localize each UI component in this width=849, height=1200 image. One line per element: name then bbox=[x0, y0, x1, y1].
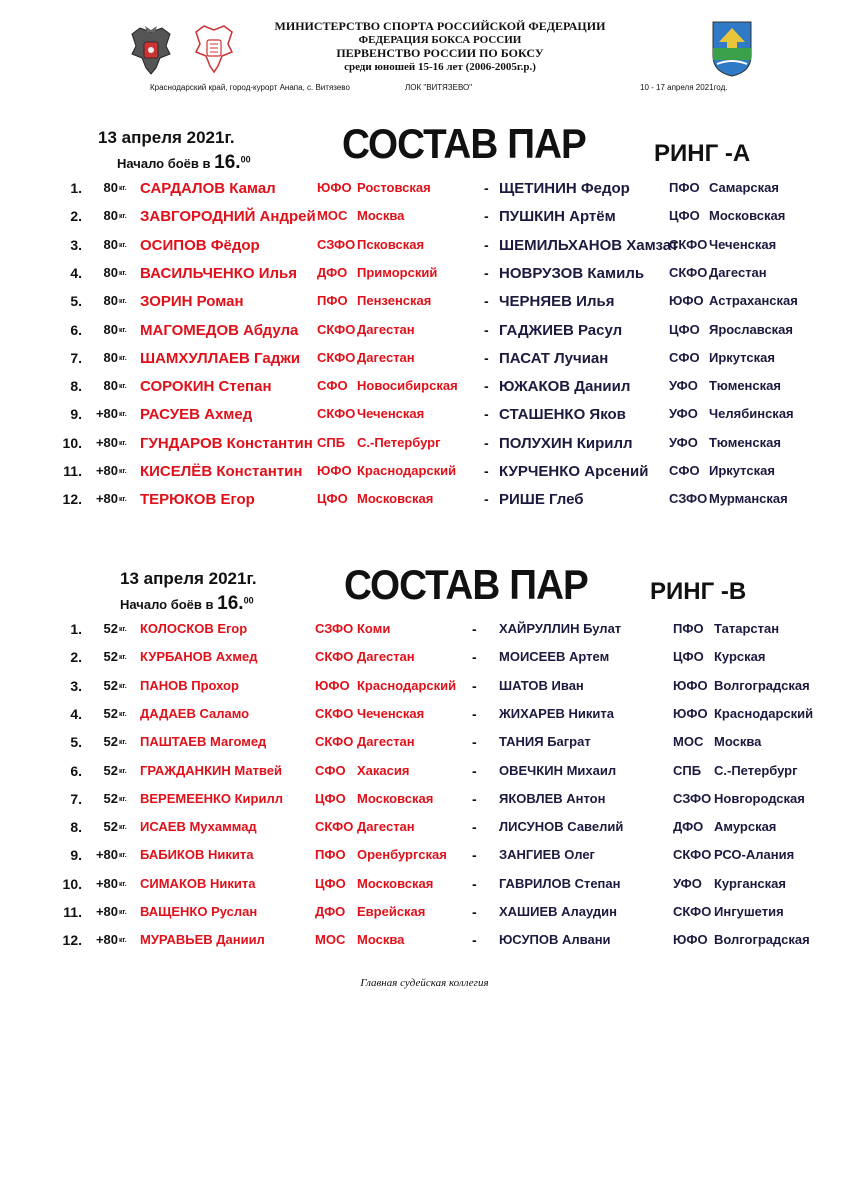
blue-corner-region: Ярославская bbox=[709, 321, 793, 337]
red-corner-boxer: САРДАЛОВ Камал bbox=[140, 180, 276, 197]
pair-separator: - bbox=[484, 180, 489, 196]
pair-row bbox=[0, 237, 849, 265]
section-a-title: СОСТАВ ПАР bbox=[342, 120, 586, 167]
red-corner-region: Хакасия bbox=[357, 762, 410, 778]
red-corner-district: СЗФО bbox=[317, 236, 356, 252]
red-corner-boxer: ВАЩЕНКО Руслан bbox=[140, 904, 258, 919]
red-corner-boxer: ТЕРЮКОВ Егор bbox=[140, 491, 255, 509]
blue-corner-district: УФО bbox=[669, 378, 698, 394]
section-b-date: 13 апреля 2021г. bbox=[120, 569, 257, 588]
pair-separator: - bbox=[472, 875, 477, 892]
blue-corner-region: Волгоградская bbox=[714, 932, 810, 948]
blue-corner-region: Татарстан bbox=[714, 621, 780, 636]
weight-unit: кг. bbox=[119, 496, 127, 504]
start-hour: 16. bbox=[214, 152, 241, 173]
blue-corner-region: Тюменская bbox=[709, 378, 781, 394]
red-corner-region: Дагестан bbox=[357, 649, 415, 665]
pair-row bbox=[0, 847, 849, 875]
pair-separator: - bbox=[484, 406, 489, 423]
red-corner-district: ЦФО bbox=[315, 790, 346, 806]
red-corner-boxer: КОЛОСКОВ Егор bbox=[140, 621, 248, 636]
weight-class: +80 bbox=[95, 463, 118, 478]
red-corner-boxer: ШАМХУЛЛАЕВ Гаджи bbox=[140, 349, 301, 367]
red-corner-region: Новосибирская bbox=[357, 378, 458, 394]
pair-number: 3. bbox=[70, 236, 82, 253]
weight-class: 80 bbox=[103, 378, 118, 394]
pair-number: 12. bbox=[62, 491, 82, 508]
red-corner-region: Ростовская bbox=[357, 180, 431, 195]
pair-separator: - bbox=[472, 904, 477, 920]
weight-class: 80 bbox=[103, 321, 118, 337]
pair-row bbox=[0, 791, 849, 819]
blue-corner-region: Курская bbox=[714, 649, 766, 665]
blue-corner-region: Самарская bbox=[709, 180, 779, 195]
blue-corner-district: СЗФО bbox=[673, 790, 712, 806]
red-corner-district: СФО bbox=[317, 378, 348, 394]
red-corner-boxer: МУРАВЬЕВ Даниил bbox=[140, 932, 265, 948]
red-corner-region: Москва bbox=[357, 932, 405, 948]
pair-separator: - bbox=[472, 734, 477, 751]
pair-number: 5. bbox=[70, 734, 82, 751]
red-corner-district: СКФО bbox=[315, 705, 354, 721]
pair-separator: - bbox=[472, 621, 477, 637]
red-corner-region: Москва bbox=[357, 208, 405, 224]
pair-row bbox=[0, 734, 849, 762]
pair-number: 10. bbox=[62, 434, 82, 451]
pair-number: 11. bbox=[63, 904, 82, 920]
blue-corner-region: Челябинская bbox=[709, 406, 794, 422]
weight-unit: кг. bbox=[119, 909, 127, 916]
blue-corner-boxer: РИШЕ Глеб bbox=[499, 491, 584, 509]
blue-corner-boxer: ЗАНГИЕВ Олег bbox=[499, 847, 595, 863]
pair-number: 9. bbox=[70, 847, 82, 864]
red-corner-region: Московская bbox=[357, 491, 434, 507]
blue-corner-boxer: ПУШКИН Артём bbox=[499, 208, 616, 226]
blue-corner-region: Мурманская bbox=[709, 491, 788, 507]
section-a-start-time bbox=[117, 152, 251, 174]
pair-number: 8. bbox=[70, 819, 82, 836]
red-corner-district: СКФО bbox=[317, 349, 356, 365]
weight-unit: кг. bbox=[119, 937, 127, 945]
pair-number: 7. bbox=[70, 349, 82, 366]
pair-number: 10. bbox=[62, 875, 82, 892]
red-corner-region: Дагестан bbox=[357, 734, 415, 750]
pair-separator: - bbox=[472, 790, 477, 807]
blue-corner-boxer: ПАСАТ Лучиан bbox=[499, 349, 609, 367]
pair-row bbox=[0, 265, 849, 293]
red-corner-region: Коми bbox=[357, 621, 391, 636]
red-corner-district: СПБ bbox=[317, 434, 346, 450]
blue-corner-district: ЦФО bbox=[673, 649, 704, 665]
blue-corner-district: ПФО bbox=[673, 621, 704, 636]
weight-unit: кг. bbox=[119, 710, 127, 718]
weight-unit: кг. bbox=[119, 795, 127, 803]
weight-class: +80 bbox=[95, 875, 118, 891]
blue-corner-boxer: ТАНИЯ Баграт bbox=[499, 734, 591, 750]
blue-corner-region: Ингушетия bbox=[714, 904, 784, 919]
pair-number: 3. bbox=[70, 677, 82, 694]
red-corner-boxer: ВАСИЛЬЧЕНКО Илья bbox=[140, 264, 297, 282]
ministry-sport-emblem-icon bbox=[190, 24, 238, 76]
pair-separator: - bbox=[484, 208, 489, 225]
red-corner-boxer: ЗАВГОРОДНИЙ Андрей bbox=[140, 208, 316, 226]
weight-unit: кг. bbox=[119, 852, 127, 860]
header-line-championship: ПЕРВЕНСТВО РОССИИ ПО БОКСУ bbox=[336, 46, 544, 60]
pair-separator: - bbox=[484, 378, 489, 395]
pair-row bbox=[0, 208, 849, 236]
red-corner-district: ПФО bbox=[315, 847, 346, 863]
blue-corner-region: Новгородская bbox=[714, 790, 805, 806]
weight-unit: кг. bbox=[119, 411, 127, 419]
weight-class: +80 bbox=[95, 434, 118, 450]
blue-corner-boxer: ШАТОВ Иван bbox=[499, 677, 584, 693]
pair-row bbox=[0, 491, 849, 519]
blue-corner-region: Тюменская bbox=[709, 434, 781, 450]
blue-corner-region: Амурская bbox=[714, 819, 777, 835]
blue-corner-region: Москва bbox=[714, 734, 762, 750]
weight-unit: кг. bbox=[119, 626, 127, 633]
weight-unit: кг. bbox=[119, 682, 127, 690]
pair-number: 2. bbox=[70, 649, 82, 666]
blue-corner-boxer: ХАЙРУЛЛИН Булат bbox=[499, 621, 622, 636]
red-corner-district: СЗФО bbox=[315, 621, 354, 636]
pair-row bbox=[0, 649, 849, 677]
red-corner-district: СКФО bbox=[315, 649, 354, 665]
blue-corner-district: ДФО bbox=[673, 819, 704, 835]
pair-separator: - bbox=[472, 819, 477, 836]
blue-corner-region: С.-Петербург bbox=[714, 762, 798, 778]
weight-class: 52 bbox=[103, 762, 118, 778]
red-corner-district: СФО bbox=[315, 762, 346, 778]
blue-corner-district: СКФО bbox=[673, 904, 712, 919]
blue-corner-region: РСО-Алания bbox=[714, 847, 795, 863]
red-corner-region: Московская bbox=[357, 875, 434, 891]
blue-corner-district: УФО bbox=[669, 406, 698, 422]
blue-corner-region: Чеченская bbox=[709, 236, 777, 252]
red-corner-district: ДФО bbox=[315, 904, 346, 919]
red-corner-district: ЮФО bbox=[315, 677, 350, 693]
blue-corner-boxer: ЯКОВЛЕВ Антон bbox=[499, 790, 606, 806]
pair-separator: - bbox=[472, 932, 477, 949]
pair-row bbox=[0, 350, 849, 378]
header-line-ministry: МИНИСТЕРСТВО СПОРТА РОССИЙСКОЙ ФЕДЕРАЦИИ bbox=[274, 19, 606, 33]
red-corner-region: Дагестан bbox=[357, 349, 415, 365]
red-corner-boxer: СИМАКОВ Никита bbox=[140, 875, 256, 891]
pair-number: 8. bbox=[70, 378, 82, 395]
red-corner-region: Дагестан bbox=[357, 321, 415, 337]
start-min: 00 bbox=[240, 154, 251, 165]
pair-separator: - bbox=[472, 705, 477, 722]
blue-corner-district: СЗФО bbox=[669, 491, 708, 507]
red-corner-district: ЦФО bbox=[317, 491, 348, 507]
weight-class: 52 bbox=[103, 677, 118, 693]
red-corner-district: СКФО bbox=[317, 321, 356, 337]
blue-corner-boxer: ЧЕРНЯЕВ Илья bbox=[499, 293, 615, 311]
weight-unit: кг. bbox=[119, 439, 127, 447]
blue-corner-boxer: ЛИСУНОВ Савелий bbox=[499, 819, 624, 835]
blue-corner-boxer: КУРЧЕНКО Арсений bbox=[499, 463, 649, 480]
weight-class: 80 bbox=[103, 180, 118, 195]
start-hour: 16. bbox=[217, 593, 244, 614]
weight-class: +80 bbox=[95, 904, 118, 919]
pair-row bbox=[0, 932, 849, 960]
red-corner-boxer: ГУНДАРОВ Константин bbox=[140, 434, 313, 452]
red-corner-district: СКФО bbox=[315, 819, 354, 835]
blue-corner-region: Волгоградская bbox=[714, 677, 810, 693]
weight-class: +80 bbox=[95, 932, 118, 948]
red-corner-region: Чеченская bbox=[357, 406, 425, 422]
pair-separator: - bbox=[484, 321, 489, 338]
red-corner-boxer: ИСАЕВ Мухаммад bbox=[140, 819, 257, 835]
header-location: Краснодарский край, город-курорт Анапа, с. Витязево bbox=[150, 83, 350, 92]
pair-separator: - bbox=[472, 649, 477, 666]
blue-corner-district: СФО bbox=[669, 349, 700, 365]
red-corner-boxer: БАБИКОВ Никита bbox=[140, 847, 254, 863]
blue-corner-region: Дагестан bbox=[709, 264, 767, 280]
weight-class: 80 bbox=[103, 349, 118, 365]
weight-unit: кг. bbox=[119, 185, 127, 192]
red-corner-boxer: ДАДАЕВ Саламо bbox=[140, 705, 250, 721]
pair-row bbox=[0, 463, 849, 491]
red-corner-boxer: ПАНОВ Прохор bbox=[140, 677, 239, 693]
weight-unit: кг. bbox=[119, 241, 127, 249]
weight-unit: кг. bbox=[119, 767, 127, 775]
weight-class: +80 bbox=[95, 406, 118, 422]
pair-separator: - bbox=[484, 491, 489, 508]
section-b-title: СОСТАВ ПАР bbox=[344, 561, 588, 608]
pair-number: 7. bbox=[70, 790, 82, 807]
pair-row bbox=[0, 406, 849, 434]
pair-number: 12. bbox=[62, 932, 82, 949]
header-venue: ЛОК "ВИТЯЗЕВО" bbox=[405, 83, 473, 92]
weight-class: +80 bbox=[95, 847, 118, 863]
pair-separator: - bbox=[484, 264, 489, 281]
blue-corner-district: ЦФО bbox=[669, 208, 700, 224]
pair-number: 6. bbox=[70, 321, 82, 338]
footer-signature: Главная судейская коллегия bbox=[360, 977, 489, 989]
pair-row bbox=[0, 322, 849, 350]
blue-corner-boxer: ШЕМИЛЬХАНОВ Хамзат bbox=[499, 236, 679, 254]
red-corner-boxer: ПАШТАЕВ Магомед bbox=[140, 734, 267, 750]
red-corner-boxer: СОРОКИН Степан bbox=[140, 378, 272, 396]
red-corner-region: Чеченская bbox=[357, 705, 425, 721]
red-corner-boxer: МАГОМЕДОВ Абдула bbox=[140, 321, 299, 339]
red-corner-boxer: ЗОРИН Роман bbox=[140, 293, 244, 311]
weight-unit: кг. bbox=[119, 824, 127, 832]
blue-corner-boxer: ПОЛУХИН Кирилл bbox=[499, 434, 633, 452]
weight-unit: кг. bbox=[119, 880, 127, 888]
pair-number: 9. bbox=[70, 406, 82, 423]
weight-class: 80 bbox=[103, 264, 118, 280]
pair-row bbox=[0, 904, 849, 932]
pair-row bbox=[0, 763, 849, 791]
red-corner-boxer: РАСУЕВ Ахмед bbox=[140, 406, 253, 424]
blue-corner-boxer: СТАШЕНКО Яков bbox=[499, 406, 626, 424]
blue-corner-region: Иркутская bbox=[709, 349, 775, 365]
weight-class: 80 bbox=[103, 293, 118, 309]
pair-separator: - bbox=[484, 434, 489, 451]
red-corner-district: СКФО bbox=[315, 734, 354, 750]
red-corner-region: Дагестан bbox=[357, 819, 415, 835]
header-line-federation: ФЕДЕРАЦИЯ БОКСА РОССИИ bbox=[358, 33, 522, 46]
pair-row bbox=[0, 706, 849, 734]
weight-class: 52 bbox=[103, 790, 118, 806]
red-corner-region: Псковская bbox=[357, 236, 425, 252]
blue-corner-district: СКФО bbox=[669, 236, 708, 252]
red-corner-district: ПФО bbox=[317, 293, 348, 309]
weight-class: 52 bbox=[103, 705, 118, 721]
header-line-category: среди юношей 15-16 лет (2006-2005г.р.) bbox=[344, 60, 536, 73]
red-corner-region: Московская bbox=[357, 790, 434, 806]
pair-separator: - bbox=[484, 463, 489, 479]
pair-number: 11. bbox=[63, 463, 82, 479]
blue-corner-district: МОС bbox=[673, 734, 704, 750]
blue-corner-region: Курганская bbox=[714, 875, 786, 891]
weight-unit: кг. bbox=[119, 213, 127, 221]
blue-corner-boxer: ГАВРИЛОВ Степан bbox=[499, 875, 621, 891]
weight-class: 80 bbox=[103, 208, 118, 224]
blue-corner-district: ЮФО bbox=[669, 293, 704, 309]
blue-corner-region: Московская bbox=[709, 208, 786, 224]
red-corner-region: Приморский bbox=[357, 264, 438, 280]
pair-number: 4. bbox=[70, 705, 82, 722]
pair-row bbox=[0, 293, 849, 321]
weight-unit: кг. bbox=[119, 654, 127, 662]
header-dates: 10 - 17 апреля 2021год. bbox=[640, 83, 728, 92]
pair-number: 5. bbox=[70, 293, 82, 310]
pair-separator: - bbox=[472, 677, 477, 694]
document-header bbox=[250, 20, 630, 74]
blue-corner-region: Краснодарский bbox=[714, 705, 814, 721]
weight-unit: кг. bbox=[119, 354, 127, 362]
pair-separator: - bbox=[484, 349, 489, 366]
red-corner-region: Пензенская bbox=[357, 293, 432, 309]
blue-corner-district: СФО bbox=[669, 463, 700, 478]
pair-separator: - bbox=[472, 847, 477, 864]
weight-class: 52 bbox=[103, 621, 118, 636]
pair-number: 2. bbox=[70, 208, 82, 225]
red-corner-district: ДФО bbox=[317, 264, 348, 280]
red-corner-boxer: ОСИПОВ Фёдор bbox=[140, 236, 260, 254]
red-corner-boxer: ГРАЖДАНКИН Матвей bbox=[140, 762, 282, 778]
section-a-ring: РИНГ -А bbox=[654, 140, 751, 167]
blue-corner-district: ЮФО bbox=[673, 677, 708, 693]
pair-row bbox=[0, 435, 849, 463]
weight-unit: кг. bbox=[119, 739, 127, 747]
blue-corner-boxer: ЖИХАРЕВ Никита bbox=[499, 705, 614, 721]
blue-corner-district: СПБ bbox=[673, 762, 702, 778]
pair-row bbox=[0, 621, 849, 649]
weight-unit: кг. bbox=[119, 383, 127, 391]
pair-row bbox=[0, 180, 849, 208]
blue-corner-district: СКФО bbox=[673, 847, 712, 863]
blue-corner-district: ЦФО bbox=[669, 321, 700, 337]
red-corner-district: МОС bbox=[317, 208, 348, 224]
pair-number: 1. bbox=[70, 621, 82, 637]
red-corner-district: МОС bbox=[315, 932, 346, 948]
red-corner-district: СКФО bbox=[317, 406, 356, 422]
pair-separator: - bbox=[484, 236, 489, 253]
red-corner-boxer: КУРБАНОВ Ахмед bbox=[140, 649, 258, 665]
blue-corner-district: УФО bbox=[673, 875, 702, 891]
weight-unit: кг. bbox=[119, 326, 127, 334]
blue-corner-district: ЮФО bbox=[673, 705, 708, 721]
blue-corner-district: УФО bbox=[669, 434, 698, 450]
start-label: Начало боёв в bbox=[120, 597, 214, 612]
pair-row bbox=[0, 678, 849, 706]
weight-class: 52 bbox=[103, 819, 118, 835]
weight-class: 80 bbox=[103, 236, 118, 252]
pair-number: 1. bbox=[70, 180, 82, 196]
red-corner-region: Краснодарский bbox=[357, 463, 457, 478]
blue-corner-district: ПФО bbox=[669, 180, 700, 195]
start-min: 00 bbox=[243, 595, 254, 606]
pair-separator: - bbox=[472, 762, 477, 779]
pair-row bbox=[0, 378, 849, 406]
blue-corner-boxer: ЩЕТИНИН Федор bbox=[499, 180, 630, 197]
weight-class: 52 bbox=[103, 734, 118, 750]
red-corner-boxer: КИСЕЛЁВ Константин bbox=[140, 463, 303, 480]
red-corner-region: Еврейская bbox=[357, 904, 426, 919]
blue-corner-boxer: ЮСУПОВ Алвани bbox=[499, 932, 611, 948]
red-corner-region: Оренбургская bbox=[357, 847, 447, 863]
blue-corner-region: Иркутская bbox=[709, 463, 775, 478]
red-corner-district: ЦФО bbox=[315, 875, 346, 891]
blue-corner-boxer: ОВЕЧКИН Михаил bbox=[499, 762, 617, 778]
weight-unit: кг. bbox=[119, 468, 127, 475]
pair-row bbox=[0, 819, 849, 847]
blue-corner-boxer: МОИСЕЕВ Артем bbox=[499, 649, 610, 665]
section-b-start-time bbox=[120, 593, 254, 615]
weight-class: 52 bbox=[103, 649, 118, 665]
weight-unit: кг. bbox=[119, 269, 127, 277]
weight-class: +80 bbox=[95, 491, 118, 507]
blue-corner-boxer: ГАДЖИЕВ Расул bbox=[499, 321, 623, 339]
blue-corner-district: ЮФО bbox=[673, 932, 708, 948]
section-b-ring: РИНГ -В bbox=[650, 578, 747, 605]
pair-number: 4. bbox=[70, 264, 82, 281]
red-corner-district: ЮФО bbox=[317, 180, 352, 195]
red-corner-region: С.-Петербург bbox=[357, 434, 441, 450]
pair-number: 6. bbox=[70, 762, 82, 779]
pair-separator: - bbox=[484, 293, 489, 310]
weight-unit: кг. bbox=[119, 298, 127, 306]
blue-corner-boxer: ЮЖАКОВ Даниил bbox=[499, 378, 631, 396]
section-a-date: 13 апреля 2021г. bbox=[98, 128, 235, 147]
russia-coat-of-arms-icon bbox=[128, 24, 174, 76]
blue-corner-boxer: ХАШИЕВ Алаудин bbox=[499, 904, 618, 919]
red-corner-region: Краснодарский bbox=[357, 677, 457, 693]
blue-corner-region: Астраханская bbox=[709, 293, 798, 309]
red-corner-boxer: ВЕРЕМЕЕНКО Кирилл bbox=[140, 790, 283, 806]
anapa-coat-of-arms-icon bbox=[707, 18, 757, 78]
blue-corner-boxer: НОВРУЗОВ Камиль bbox=[499, 264, 645, 282]
start-label: Начало боёв в bbox=[117, 156, 211, 171]
pair-row bbox=[0, 876, 849, 904]
red-corner-district: ЮФО bbox=[317, 463, 352, 478]
blue-corner-district: СКФО bbox=[669, 264, 708, 280]
